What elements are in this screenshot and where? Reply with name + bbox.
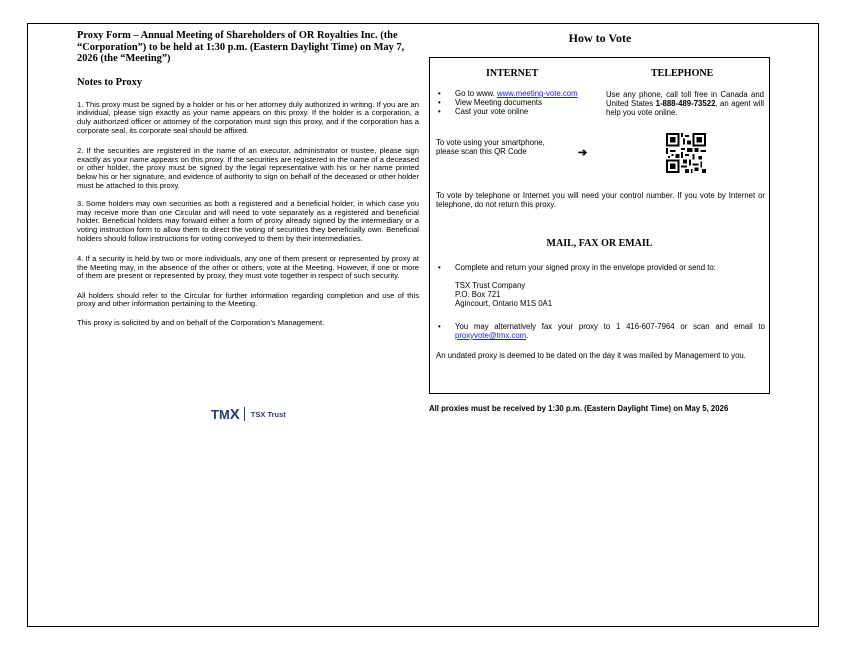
note-1: 1. This proxy must be signed by a holder or his or her attorney duly authorized in writing. If you are an individual, please sign exactly as your name appears on this proxy. If the holder is a corporation, a duly authorized officer or attorney of the corporation must sign this proxy, and if the corporation has a corporate seal, its corporate seal should be affixed. <box>77 99 419 135</box>
note-3: 3. Some holders may own securities as both a registered and a beneficial holder; in which case you may receive more than one Circular and will need to vote separately as a registered and beneficial holder. Beneficial holders may forward either a form of proxy already signed by the intermediary or a voting instruction form to allow them to direct the voting of securities they beneficially own. Beneficial holders should follow instructions for voting conveyed to them by their intermediaries. <box>77 199 419 243</box>
note-circular: All holders should refer to the Circular for further information regarding completion and use of this proxy and other information pertaining to the Meeting. <box>77 290 419 309</box>
logo-x: X <box>229 405 240 423</box>
tsx-trust-logo <box>211 403 286 425</box>
control-number-note: To vote by telephone or Internet you will need your control number. If you vote by Internet or telephone, do not return this proxy. <box>436 191 765 209</box>
meeting-vote-link[interactable]: www.meeting-vote.com <box>497 89 578 98</box>
note-4: 4. If a security is held by two or more individuals, any one of them present or represented by proxy at the Meeting may, in the absence of the other or others, vote at the Meeting. However, if one or more of them are present or represented by proxy, they must vote together in respect of such security. <box>77 254 419 281</box>
note-solicited: This proxy is solicited by and on behalf of the Corporation’s Management. <box>77 318 325 328</box>
mailing-address <box>455 282 552 308</box>
internet-item-website: • Go to www. www.meeting-vote.com <box>436 90 604 99</box>
qr-instructions: To vote using your smartphone, please scan this QR Code <box>436 138 545 156</box>
left-column <box>77 30 419 328</box>
mail-list-1 <box>436 264 765 273</box>
internet-item-documents: • View Meeting documents <box>436 99 604 108</box>
proxy-deadline: All proxies must be received by 1:30 p.m. (Eastern Daylight Time) on May 5, 2026 <box>429 404 729 413</box>
mail-item-return: • Complete and return your signed proxy in the envelope provided or send to: <box>436 264 765 273</box>
internet-item-cast: • Cast your vote online <box>436 108 604 117</box>
mail-item-fax-email: • You may alternatively fax your proxy to 1 416-607-7964 or scan and email to proxyvote@tmx.com. <box>436 323 765 341</box>
phone-number[interactable]: 1-888-489-73522 <box>655 98 716 108</box>
logo-brand: TSX Trust <box>250 409 286 419</box>
address-line: P.O. Box 721 <box>455 289 501 299</box>
mail-fax-email-heading: MAIL, FAX OR EMAIL <box>546 238 653 249</box>
telephone-instructions: Use any phone, call toll free in Canada and United States 1-888-489-73522, an agent will help you vote online. <box>606 90 764 117</box>
logo-divider <box>244 407 245 421</box>
how-to-vote-box <box>429 57 770 394</box>
notes-heading: Notes to Proxy <box>77 76 143 88</box>
proxyvote-email-link[interactable]: proxyvote@tmx.com <box>455 330 527 340</box>
internet-list <box>436 90 604 116</box>
form-title: Proxy Form – Annual Meeting of Shareholders of OR Royalties Inc. (the “Corporation”) to be held at 1:30 p.m. (Eastern Daylight Time) on May 7, 2026 (the “Meeting”) <box>77 30 405 65</box>
undated-proxy-note: An undated proxy is deemed to be dated on the day it was mailed by Management to you. <box>436 351 746 360</box>
logo-mark: TM <box>211 406 230 422</box>
telephone-heading: TELEPHONE <box>651 68 714 79</box>
note-2: 2. If the securities are registered in the name of an executor, administrator or trustee, please sign exactly as your name appears on this proxy. If the securities are registered in the name of a deceased or other holder, the proxy must be signed by the legal representative with his or her name printed below his or her signature, and evidence of authority to sign on behalf of the deceased or other holder must be attached to this proxy. <box>77 146 419 190</box>
how-to-vote-title: How to Vote <box>568 31 632 45</box>
address-line: TSX Trust Company <box>455 281 526 290</box>
arrow-right-icon: ➔ <box>578 147 588 159</box>
qr-code-icon[interactable] <box>666 133 706 173</box>
address-line: Agincourt, Ontario M1S 0A1 <box>455 298 553 308</box>
internet-heading: INTERNET <box>486 68 539 79</box>
mail-list-2 <box>436 323 765 341</box>
